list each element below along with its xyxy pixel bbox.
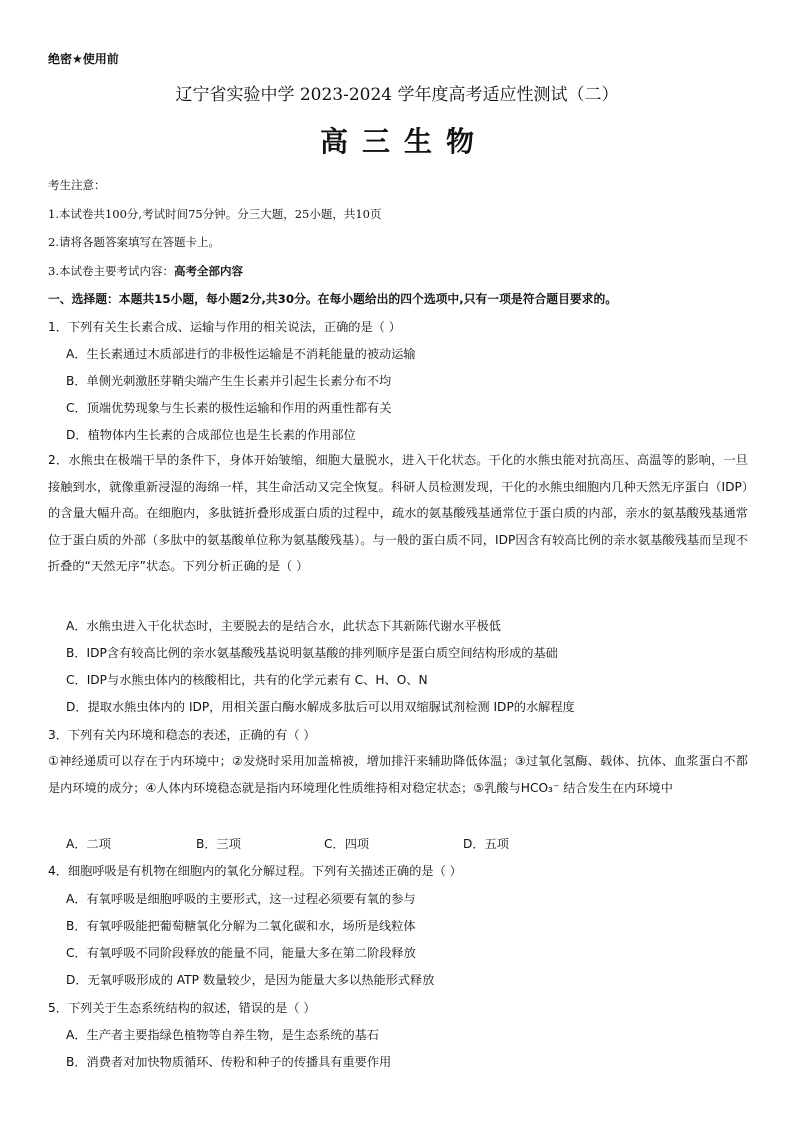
- question-5-option-b: B．消费者对加快物质循环、传粉和种子的传播具有重要作用: [66, 1055, 392, 1069]
- question-3-option-b: B．三项: [196, 837, 241, 851]
- question-2-option-c: C．IDP与水熊虫体内的核酸相比，共有的化学元素有 C、H、O、N: [66, 673, 428, 687]
- question-3-option-d: D．五项: [463, 837, 509, 851]
- notice-heading: 考生注意：: [48, 178, 106, 192]
- notice-item: 2.请将各题答案填写在答题卡上。: [48, 235, 220, 249]
- question-1-option-b: B．单侧光刺激胚芽鞘尖端产生生长素并引起生长素分布不均: [66, 374, 392, 388]
- question-4-option-b: B．有氧呼吸能把葡萄糖氧化分解为二氧化碳和水，场所是线粒体: [66, 919, 416, 933]
- section-heading: 一、选择题：本题共15小题，每小题2分,共30分。在每小题给出的四个选项中,只有一项是符合题目要求的。: [48, 292, 618, 306]
- question-5-option-a: A．生产者主要指绿色植物等自养生物，是生态系统的基石: [66, 1028, 380, 1042]
- notice-item: [48, 263, 243, 279]
- question-3-option-c: C．四项: [324, 837, 370, 851]
- question-1-option-a: A．生长素通过木质部进行的非极性运输是不消耗能量的被动运输: [66, 347, 416, 361]
- question-2-option-b: B．IDP含有较高比例的亲水氨基酸残基说明氨基酸的排列顺序是蛋白质空间结构形成的基础: [66, 646, 558, 660]
- question-1-option-d: D．植物体内生长素的合成部位也是生长素的作用部位: [66, 428, 356, 442]
- question-5-stem: 5．下列关于生态系统结构的叙述，错误的是（ ）: [48, 1001, 316, 1015]
- question-3-statements: ①神经递质可以存在于内环境中；②发烧时采用加盖棉被，增加排汗来辅助降低体温；③过氧化氢酶、载体、抗体、血浆蛋白不都是内环境的成分；④人体内环境稳态就是指内环境理化性质维持相对稳定状态；⑤乳酸与HCO₃⁻ 结合发生在内环境中: [48, 754, 748, 795]
- question-4-stem: 4．细胞呼吸是有机物在细胞内的氧化分解过程。下列有关描述正确的是（ ）: [48, 864, 462, 878]
- question-1-option-c: C．顶端优势现象与生长素的极性运输和作用的两重性都有关: [66, 401, 392, 415]
- question-4-option-d: D．无氧呼吸形成的 ATP 数量较少，是因为能量大多以热能形式释放: [66, 973, 435, 987]
- question-4-option-c: C．有氧呼吸不同阶段释放的能量不同，能量大多在第二阶段释放: [66, 946, 416, 960]
- secret-mark: 绝密★使用前: [48, 52, 119, 66]
- question-3-option-a: A．二项: [66, 837, 111, 851]
- question-2-option-d: D．提取水熊虫体内的 IDP，用相关蛋白酶水解成多肽后可以用双缩脲试剂检测 IDP的水解程度: [66, 700, 575, 714]
- notice-item: 1.本试卷共100分,考试时间75分钟。分三大题，25小题，共10页: [48, 207, 382, 221]
- notice-item-text: 3.本试卷主要考试内容：: [48, 264, 174, 278]
- exam-scope: 高考全部内容: [173, 264, 243, 278]
- question-4-option-a: A．有氧呼吸是细胞呼吸的主要形式，这一过程必须要有氧的参与: [66, 892, 416, 906]
- subject-title: 高三生物: [319, 125, 488, 158]
- question-2-option-a: A．水熊虫进入干化状态时，主要脱去的是结合水，此状态下其新陈代谢水平极低: [66, 619, 501, 633]
- question-2-stem: 2．水熊虫在极端干旱的条件下，身体开始皱缩，细胞大量脱水，进入干化状态。干化的水熊虫能对抗高压、高温等的影响，一旦接触到水，就像重新浸湿的海绵一样，其生命活动又完全恢复。科研人员检测发现，干化的水熊虫细胞内几种天然无序蛋白（IDP）的含量大幅升高。在细胞内，多肽链折叠形成蛋白质的过程中，疏水的氨基酸残基通常位于蛋白质的内部，亲水的氨基酸残基通常位于蛋白质的外部（多肽中的氨基酸单位称为氨基酸残基）。与一般的蛋白质不同，IDP因含有较高比例的亲水氨基酸残基而呈现不折叠的“天然无序”状态。下列分析正确的是（ ）: [48, 453, 748, 573]
- question-1-stem: 1．下列有关生长素合成、运输与作用的相关说法，正确的是（ ）: [48, 320, 401, 334]
- question-3-stem: 3．下列有关内环境和稳态的表述，正确的有（ ）: [48, 728, 316, 742]
- exam-title: 辽宁省实验中学 2023-2024 学年度高考适应性测试（二）: [175, 85, 619, 105]
